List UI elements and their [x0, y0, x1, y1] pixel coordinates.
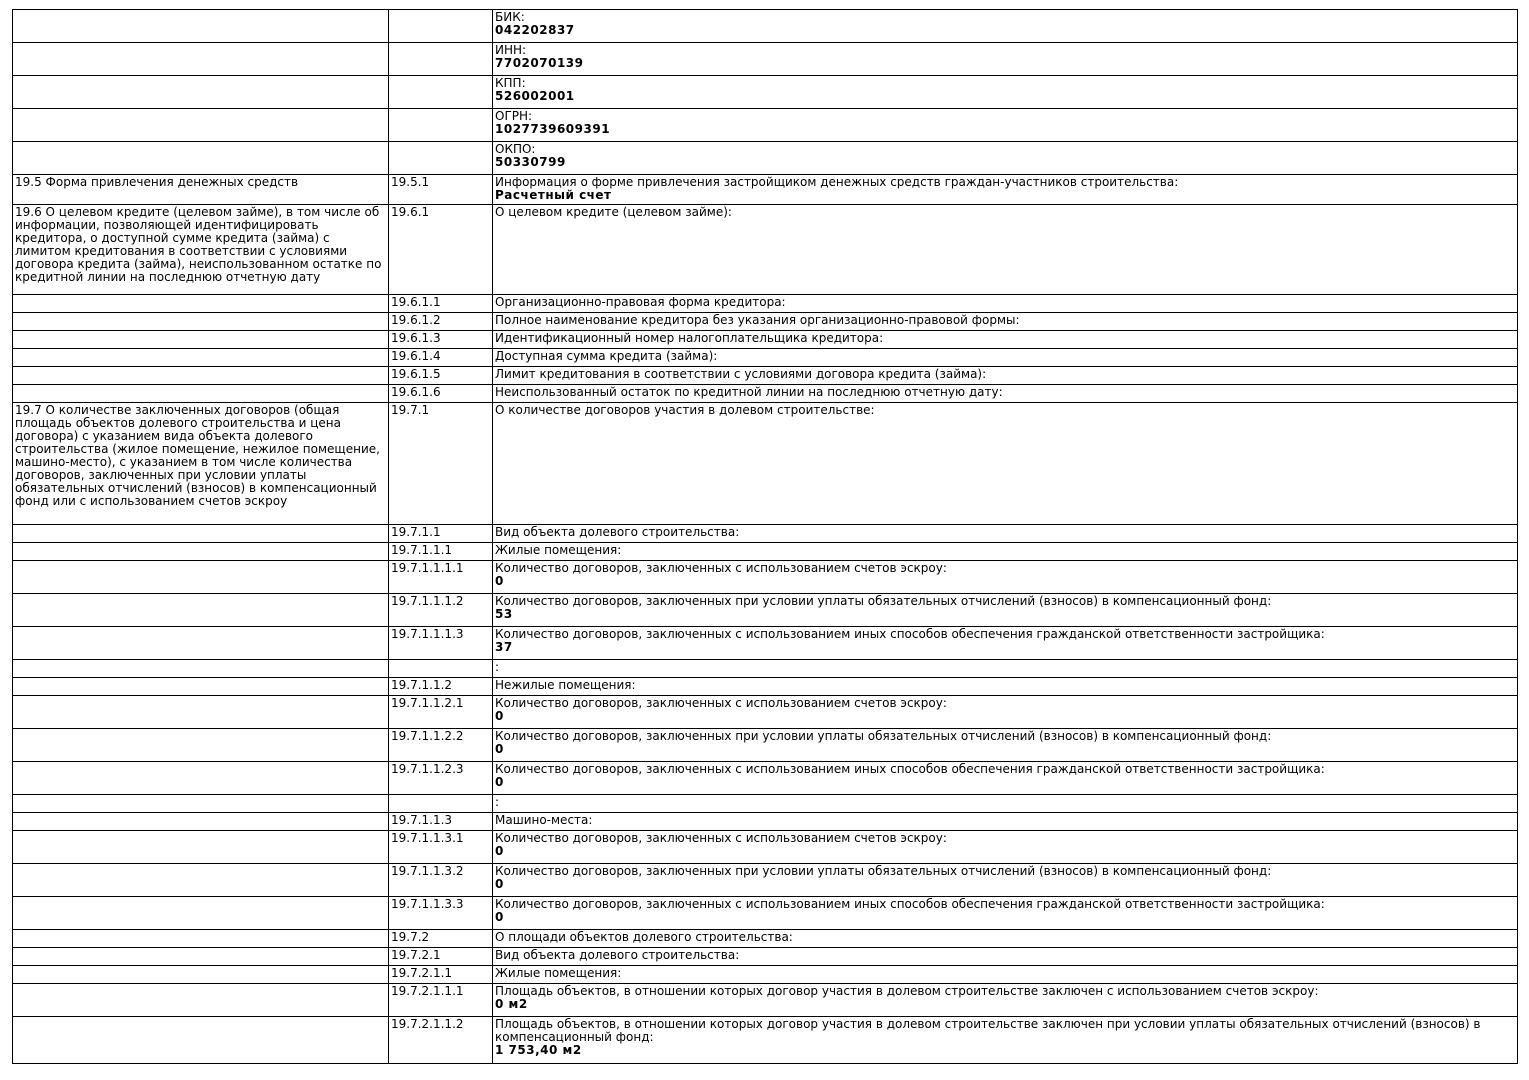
table-row — [13, 385, 1518, 403]
table-row — [13, 984, 1518, 1017]
item-content-cell — [493, 142, 1518, 175]
item-content-cell — [493, 678, 1518, 696]
section-title-cell — [13, 678, 389, 696]
item-label: Количество договоров, заключенных при условии уплаты обязательных отчислений (взносов) в компенсационный фонд: — [495, 729, 1272, 743]
table-row — [13, 813, 1518, 831]
item-content-cell — [493, 948, 1518, 966]
table-row — [13, 349, 1518, 367]
item-content-cell — [493, 561, 1518, 594]
item-value: 53 — [495, 607, 513, 621]
item-number-cell: 19.7.1.1.1.1 — [389, 561, 493, 594]
section-title-cell — [13, 10, 389, 43]
table-row — [13, 175, 1518, 205]
section-title-cell — [13, 367, 389, 385]
item-number-cell: 19.7.1.1.1 — [389, 543, 493, 561]
table-row — [13, 864, 1518, 897]
section-title-cell — [13, 627, 389, 660]
item-content-cell — [493, 966, 1518, 984]
item-label: : — [495, 795, 500, 809]
item-value: 50330799 — [495, 155, 566, 169]
section-title-cell — [13, 660, 389, 678]
item-content-cell — [493, 10, 1518, 43]
section-title-cell — [13, 561, 389, 594]
table-row — [13, 543, 1518, 561]
item-value: 0 м2 — [495, 997, 528, 1011]
section-title-cell — [13, 142, 389, 175]
item-label: Площадь объектов, в отношении которых договор участия в долевом строительстве заключен при условии уплаты обязательных отчислений (взносов) в компенсационный фонд: — [495, 1017, 1481, 1044]
table-row — [13, 678, 1518, 696]
table-row — [13, 948, 1518, 966]
item-label: ИНН: — [495, 43, 527, 57]
item-number-cell: 19.7.1.1.2.2 — [389, 729, 493, 762]
table-row — [13, 660, 1518, 678]
item-label: Количество договоров, заключенных с использованием счетов эскроу: — [495, 831, 947, 845]
table-row — [13, 313, 1518, 331]
section-title-cell — [13, 43, 389, 76]
item-number-cell: 19.7.1.1.2.3 — [389, 762, 493, 795]
table-row — [13, 109, 1518, 142]
item-label: О количестве договоров участия в долевом строительстве: — [495, 403, 875, 417]
section-title-cell — [13, 594, 389, 627]
declaration-table — [12, 9, 1518, 1064]
table-row — [13, 76, 1518, 109]
table-row — [13, 1017, 1518, 1064]
table-row — [13, 627, 1518, 660]
item-number-cell: 19.6.1.4 — [389, 349, 493, 367]
section-title-cell: 19.5 Форма привлечения денежных средств — [13, 175, 389, 205]
item-label: Организационно-правовая форма кредитора: — [495, 295, 786, 309]
item-number-cell — [389, 76, 493, 109]
item-content-cell — [493, 627, 1518, 660]
table-row — [13, 831, 1518, 864]
item-number-cell: 19.6.1.2 — [389, 313, 493, 331]
item-number-cell: 19.7.2.1 — [389, 948, 493, 966]
section-title-cell — [13, 930, 389, 948]
item-content-cell — [493, 984, 1518, 1017]
item-label: ОКПО: — [495, 142, 536, 156]
item-label: Жилые помещения: — [495, 543, 622, 557]
item-content-cell — [493, 403, 1518, 525]
section-title-cell — [13, 729, 389, 762]
item-value: 0 — [495, 742, 504, 756]
item-label: Количество договоров, заключенных при условии уплаты обязательных отчислений (взносов) в компенсационный фонд: — [495, 864, 1272, 878]
item-number-cell — [389, 43, 493, 76]
section-title-cell — [13, 349, 389, 367]
table-body — [13, 10, 1518, 1064]
item-number-cell: 19.7.2.1.1 — [389, 966, 493, 984]
item-label: Идентификационный номер налогоплательщика кредитора: — [495, 331, 884, 345]
item-label: Площадь объектов, в отношении которых договор участия в долевом строительстве заключен с использованием счетов эскроу: — [495, 984, 1319, 998]
item-label: О целевом кредите (целевом займе): — [495, 205, 732, 219]
item-value: 0 — [495, 877, 504, 891]
item-value: 0 — [495, 775, 504, 789]
item-content-cell — [493, 543, 1518, 561]
item-value: 0 — [495, 910, 504, 924]
item-content-cell — [493, 349, 1518, 367]
item-number-cell — [389, 10, 493, 43]
item-number-cell: 19.5.1 — [389, 175, 493, 205]
item-label: Нежилые помещения: — [495, 678, 636, 692]
item-label: Доступная сумма кредита (займа): — [495, 349, 718, 363]
item-label: Жилые помещения: — [495, 966, 622, 980]
item-content-cell — [493, 385, 1518, 403]
item-label: ОГРН: — [495, 109, 533, 123]
item-content-cell — [493, 762, 1518, 795]
item-number-cell: 19.7.1.1.3 — [389, 813, 493, 831]
section-title-cell — [13, 295, 389, 313]
item-value: 37 — [495, 640, 513, 654]
table-row — [13, 295, 1518, 313]
table-row — [13, 525, 1518, 543]
item-label: Количество договоров, заключенных с использованием иных способов обеспечения гражданской ответственности застройщика: — [495, 627, 1325, 641]
item-number-cell: 19.7.1.1.1.3 — [389, 627, 493, 660]
item-number-cell: 19.7.2.1.1.1 — [389, 984, 493, 1017]
item-content-cell — [493, 897, 1518, 930]
item-label: Полное наименование кредитора без указания организационно-правовой формы: — [495, 313, 1020, 327]
item-label: О площади объектов долевого строительства: — [495, 930, 793, 944]
item-value: Расчетный счет — [495, 188, 612, 202]
item-content-cell — [493, 813, 1518, 831]
section-title-cell — [13, 762, 389, 795]
item-number-cell — [389, 109, 493, 142]
item-value: 1 753,40 м2 — [495, 1043, 582, 1057]
item-value: 042202837 — [495, 23, 575, 37]
section-title-cell: 19.7 О количестве заключенных договоров (общая площадь объектов долевого строительства и цена договора) с указанием вида объекта долевого строительства (жилое помещение, нежилое помещение, машино-место), с указанием в том числе количества договоров, заключенных при условии уплаты обязательных отчислений (взносов) в компенсационный фонд или с использованием счетов эскроу — [13, 403, 389, 525]
item-number-cell: 19.7.1.1.3.2 — [389, 864, 493, 897]
section-title-cell — [13, 897, 389, 930]
item-number-cell: 19.7.1.1.1.2 — [389, 594, 493, 627]
section-title-cell — [13, 984, 389, 1017]
table-row — [13, 561, 1518, 594]
item-label: Количество договоров, заключенных с использованием иных способов обеспечения гражданской ответственности застройщика: — [495, 762, 1325, 776]
section-title-cell — [13, 331, 389, 349]
section-title-cell — [13, 795, 389, 813]
section-title-cell: 19.6 О целевом кредите (целевом займе), в том числе об информации, позволяющей идентифицировать кредитора, о доступной сумме кредита (займа) с лимитом кредитования в соответствии с условиями договора кредита (займа), неиспользованном остатке по кредитной линии на последнюю отчетную дату — [13, 205, 389, 295]
item-label: Информация о форме привлечения застройщиком денежных средств граждан-участников строительства: — [495, 175, 1179, 189]
item-content-cell — [493, 331, 1518, 349]
table-row — [13, 795, 1518, 813]
item-content-cell — [493, 43, 1518, 76]
item-content-cell — [493, 367, 1518, 385]
item-content-cell — [493, 205, 1518, 295]
table-row — [13, 205, 1518, 295]
item-label: Количество договоров, заключенных при условии уплаты обязательных отчислений (взносов) в компенсационный фонд: — [495, 594, 1272, 608]
section-title-cell — [13, 948, 389, 966]
item-label: Лимит кредитования в соответствии с условиями договора кредита (займа): — [495, 367, 987, 381]
item-number-cell: 19.7.1.1.3.1 — [389, 831, 493, 864]
item-value: 526002001 — [495, 89, 575, 103]
item-content-cell — [493, 696, 1518, 729]
item-content-cell — [493, 594, 1518, 627]
section-title-cell — [13, 313, 389, 331]
section-title-cell — [13, 864, 389, 897]
section-title-cell — [13, 543, 389, 561]
table-row — [13, 43, 1518, 76]
section-title-cell — [13, 109, 389, 142]
item-label: Количество договоров, заключенных с использованием счетов эскроу: — [495, 561, 947, 575]
item-content-cell — [493, 795, 1518, 813]
section-title-cell — [13, 76, 389, 109]
item-label: БИК: — [495, 10, 525, 24]
table-row — [13, 897, 1518, 930]
table-row — [13, 762, 1518, 795]
table-row — [13, 966, 1518, 984]
section-title-cell — [13, 385, 389, 403]
item-content-cell — [493, 1017, 1518, 1064]
table-row — [13, 367, 1518, 385]
item-number-cell: 19.7.2 — [389, 930, 493, 948]
item-number-cell: 19.6.1 — [389, 205, 493, 295]
item-content-cell — [493, 930, 1518, 948]
section-title-cell — [13, 831, 389, 864]
item-number-cell — [389, 660, 493, 678]
section-title-cell — [13, 813, 389, 831]
item-content-cell — [493, 175, 1518, 205]
item-content-cell — [493, 864, 1518, 897]
section-title-cell — [13, 696, 389, 729]
item-number-cell: 19.7.1.1.3.3 — [389, 897, 493, 930]
item-number-cell: 19.7.2.1.1.2 — [389, 1017, 493, 1064]
table-row — [13, 331, 1518, 349]
section-title-cell — [13, 1017, 389, 1064]
item-value: 0 — [495, 709, 504, 723]
item-content-cell — [493, 729, 1518, 762]
item-number-cell: 19.7.1.1 — [389, 525, 493, 543]
item-number-cell: 19.6.1.5 — [389, 367, 493, 385]
item-number-cell: 19.6.1.6 — [389, 385, 493, 403]
item-value: 1027739609391 — [495, 122, 611, 136]
item-label: КПП: — [495, 76, 526, 90]
item-number-cell — [389, 795, 493, 813]
item-content-cell — [493, 295, 1518, 313]
item-number-cell: 19.6.1.1 — [389, 295, 493, 313]
section-title-cell — [13, 525, 389, 543]
item-number-cell: 19.7.1.1.2.1 — [389, 696, 493, 729]
item-label: Неиспользованный остаток по кредитной линии на последнюю отчетную дату: — [495, 385, 1003, 399]
item-label: Машино-места: — [495, 813, 593, 827]
item-content-cell — [493, 109, 1518, 142]
item-number-cell — [389, 142, 493, 175]
table-row — [13, 403, 1518, 525]
item-value: 0 — [495, 574, 504, 588]
item-label: : — [495, 660, 500, 674]
item-value: 0 — [495, 844, 504, 858]
item-content-cell — [493, 525, 1518, 543]
item-number-cell: 19.7.1 — [389, 403, 493, 525]
table-row — [13, 729, 1518, 762]
table-row — [13, 142, 1518, 175]
item-label: Количество договоров, заключенных с использованием иных способов обеспечения гражданской ответственности застройщика: — [495, 897, 1325, 911]
item-content-cell — [493, 831, 1518, 864]
table-row — [13, 594, 1518, 627]
item-content-cell — [493, 76, 1518, 109]
item-value: 7702070139 — [495, 56, 584, 70]
item-number-cell: 19.6.1.3 — [389, 331, 493, 349]
item-label: Количество договоров, заключенных с использованием счетов эскроу: — [495, 696, 947, 710]
section-title-cell — [13, 966, 389, 984]
table-row — [13, 10, 1518, 43]
item-number-cell: 19.7.1.1.2 — [389, 678, 493, 696]
item-label: Вид объекта долевого строительства: — [495, 948, 740, 962]
table-row — [13, 696, 1518, 729]
item-content-cell — [493, 313, 1518, 331]
item-label: Вид объекта долевого строительства: — [495, 525, 740, 539]
item-content-cell — [493, 660, 1518, 678]
table-row — [13, 930, 1518, 948]
